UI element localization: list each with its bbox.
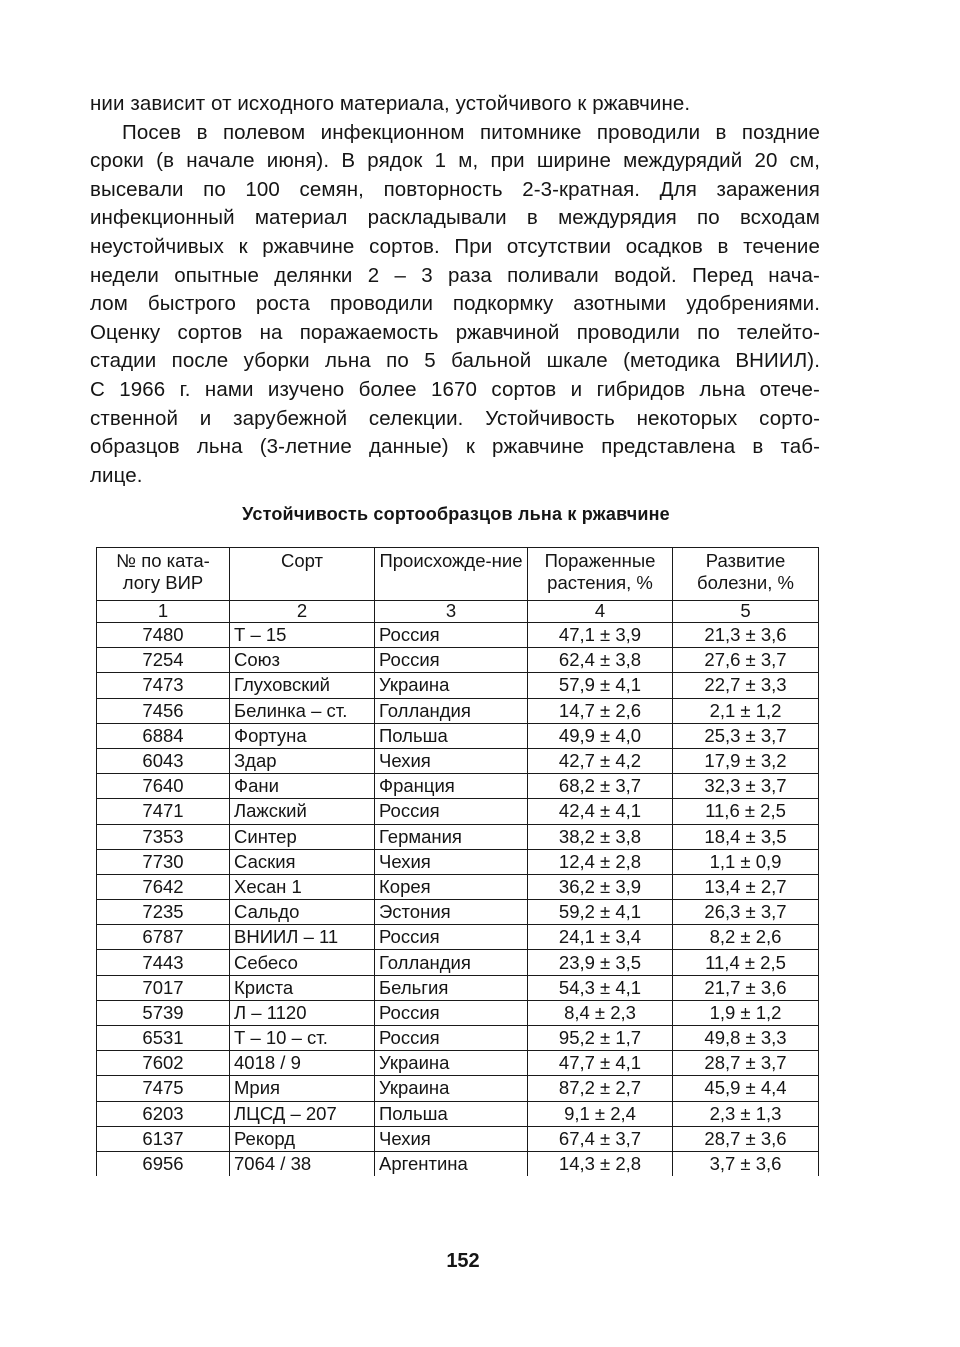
origin-cell: Польша: [375, 1101, 528, 1126]
origin-cell: Германия: [375, 824, 528, 849]
table-body: [97, 623, 819, 1177]
variety-cell: Л – 1120: [230, 1000, 375, 1025]
disease-development-cell: 28,7 ± 3,7: [673, 1051, 819, 1076]
body-paragraph: [90, 90, 820, 490]
table-row: [97, 623, 819, 648]
catalog-number-cell: 7456: [97, 698, 230, 723]
disease-development-cell: 8,2 ± 2,6: [673, 925, 819, 950]
origin-cell: Бельгия: [375, 975, 528, 1000]
affected-plants-cell: 54,3 ± 4,1: [528, 975, 673, 1000]
catalog-number-cell: 6884: [97, 723, 230, 748]
affected-plants-cell: 95,2 ± 1,7: [528, 1026, 673, 1051]
origin-cell: Украина: [375, 673, 528, 698]
origin-cell: Россия: [375, 1000, 528, 1025]
paragraph-line: Оценку сортов на поражаемость ржавчиной проводили по телейто-: [90, 320, 820, 344]
table-row: [97, 824, 819, 849]
origin-cell: Голландия: [375, 950, 528, 975]
rust-resistance-table: [96, 547, 819, 1176]
disease-development-cell: 18,4 ± 3,5: [673, 824, 819, 849]
disease-development-cell: 26,3 ± 3,7: [673, 900, 819, 925]
affected-plants-cell: 49,9 ± 4,0: [528, 723, 673, 748]
origin-cell: Россия: [375, 799, 528, 824]
table-row: [97, 698, 819, 723]
column-number: 2: [230, 601, 375, 623]
catalog-number-cell: 7471: [97, 799, 230, 824]
affected-plants-cell: 62,4 ± 3,8: [528, 648, 673, 673]
disease-development-cell: 22,7 ± 3,3: [673, 673, 819, 698]
paragraph-line: лом быстрого роста проводили подкормку азотными удобрениями.: [90, 292, 820, 316]
disease-development-cell: 1,1 ± 0,9: [673, 849, 819, 874]
table-row: [97, 748, 819, 773]
affected-plants-cell: 42,4 ± 4,1: [528, 799, 673, 824]
variety-cell: Сальдо: [230, 900, 375, 925]
catalog-number-cell: 7254: [97, 648, 230, 673]
affected-plants-cell: 12,4 ± 2,8: [528, 849, 673, 874]
affected-plants-cell: 42,7 ± 4,2: [528, 748, 673, 773]
disease-development-cell: 2,3 ± 1,3: [673, 1101, 819, 1126]
column-number: 1: [97, 601, 230, 623]
table-row: [97, 1126, 819, 1151]
variety-cell: Фани: [230, 774, 375, 799]
variety-cell: Себесо: [230, 950, 375, 975]
table-row: [97, 900, 819, 925]
origin-cell: Польша: [375, 723, 528, 748]
variety-cell: Белинка – ст.: [230, 698, 375, 723]
table-row: [97, 774, 819, 799]
catalog-number-cell: 7443: [97, 950, 230, 975]
column-header: № по ката-логу ВИР: [97, 548, 230, 601]
origin-cell: Аргентина: [375, 1151, 528, 1176]
table-row: [97, 799, 819, 824]
origin-cell: Франция: [375, 774, 528, 799]
column-number: 3: [375, 601, 528, 623]
paragraph-line: высевали по 100 семян, повторность 2-3-кратная. Для заражения: [90, 177, 820, 201]
disease-development-cell: 13,4 ± 2,7: [673, 874, 819, 899]
affected-plants-cell: 87,2 ± 2,7: [528, 1076, 673, 1101]
paragraph-line: Посев в полевом инфекционном питомнике проводили в поздние: [122, 120, 820, 144]
catalog-number-cell: 5739: [97, 1000, 230, 1025]
paragraph-line: сроки (в начале июня). В рядок 1 м, при ширине междурядий 20 см,: [90, 149, 820, 173]
affected-plants-cell: 36,2 ± 3,9: [528, 874, 673, 899]
paragraph-line: ственной и зарубежной селекции. Устойчивость некоторых сорто-: [90, 406, 820, 430]
table-header-row: [97, 548, 819, 601]
catalog-number-cell: 7017: [97, 975, 230, 1000]
variety-cell: Фортуна: [230, 723, 375, 748]
catalog-number-cell: 7235: [97, 900, 230, 925]
affected-plants-cell: 38,2 ± 3,8: [528, 824, 673, 849]
table-row: [97, 1076, 819, 1101]
origin-cell: Украина: [375, 1076, 528, 1101]
affected-plants-cell: 14,3 ± 2,8: [528, 1151, 673, 1176]
table-row: [97, 1101, 819, 1126]
catalog-number-cell: 7473: [97, 673, 230, 698]
table-row: [97, 648, 819, 673]
origin-cell: Корея: [375, 874, 528, 899]
column-header: Происхожде-ние: [375, 548, 528, 601]
table-title: Устойчивость сортообразцов льна к ржавчине: [242, 504, 670, 524]
variety-cell: Саския: [230, 849, 375, 874]
paragraph-line: неустойчивых к ржавчине сортов. При отсутствии осадков в течение: [90, 234, 820, 258]
disease-development-cell: 28,7 ± 3,6: [673, 1126, 819, 1151]
variety-cell: ВНИИЛ – 11: [230, 925, 375, 950]
table-row: [97, 1026, 819, 1051]
origin-cell: Чехия: [375, 1126, 528, 1151]
disease-development-cell: 2,1 ± 1,2: [673, 698, 819, 723]
catalog-number-cell: 6137: [97, 1126, 230, 1151]
disease-development-cell: 21,7 ± 3,6: [673, 975, 819, 1000]
origin-cell: Чехия: [375, 849, 528, 874]
table-row: [97, 849, 819, 874]
affected-plants-cell: 67,4 ± 3,7: [528, 1126, 673, 1151]
origin-cell: Россия: [375, 623, 528, 648]
catalog-number-cell: 7640: [97, 774, 230, 799]
affected-plants-cell: 9,1 ± 2,4: [528, 1101, 673, 1126]
catalog-number-cell: 7480: [97, 623, 230, 648]
table-row: [97, 925, 819, 950]
variety-cell: Т – 15: [230, 623, 375, 648]
table-row: [97, 673, 819, 698]
disease-development-cell: 21,3 ± 3,6: [673, 623, 819, 648]
disease-development-cell: 3,7 ± 3,6: [673, 1151, 819, 1176]
affected-plants-cell: 14,7 ± 2,6: [528, 698, 673, 723]
disease-development-cell: 11,6 ± 2,5: [673, 799, 819, 824]
affected-plants-cell: 57,9 ± 4,1: [528, 673, 673, 698]
column-number: 4: [528, 601, 673, 623]
variety-cell: Рекорд: [230, 1126, 375, 1151]
catalog-number-cell: 6956: [97, 1151, 230, 1176]
catalog-number-cell: 6787: [97, 925, 230, 950]
paragraph-line: инфекционный материал раскладывали в междурядия по всходам: [90, 206, 820, 230]
catalog-number-cell: 7730: [97, 849, 230, 874]
catalog-number-cell: 7642: [97, 874, 230, 899]
variety-cell: Криста: [230, 975, 375, 1000]
variety-cell: Лажский: [230, 799, 375, 824]
origin-cell: Голландия: [375, 698, 528, 723]
catalog-number-cell: 6531: [97, 1026, 230, 1051]
paragraph-line: С 1966 г. нами изучено более 1670 сортов и гибридов льна отече-: [90, 377, 820, 401]
variety-cell: Синтер: [230, 824, 375, 849]
disease-development-cell: 17,9 ± 3,2: [673, 748, 819, 773]
affected-plants-cell: 47,7 ± 4,1: [528, 1051, 673, 1076]
column-header: Сорт: [230, 548, 375, 601]
column-header: Пораженные растения, %: [528, 548, 673, 601]
paragraph-line: недели опытные делянки 2 – 3 раза поливали водой. Перед нача-: [90, 263, 820, 287]
paragraph-line: нии зависит от исходного материала, устойчивого к ржавчине.: [90, 92, 691, 115]
column-header: Развитие болезни, %: [673, 548, 819, 601]
variety-cell: Здар: [230, 748, 375, 773]
catalog-number-cell: 7353: [97, 824, 230, 849]
disease-development-cell: 32,3 ± 3,7: [673, 774, 819, 799]
origin-cell: Россия: [375, 925, 528, 950]
table-row: [97, 874, 819, 899]
variety-cell: Союз: [230, 648, 375, 673]
disease-development-cell: 45,9 ± 4,4: [673, 1076, 819, 1101]
page-number: 152: [446, 1250, 480, 1272]
affected-plants-cell: 68,2 ± 3,7: [528, 774, 673, 799]
affected-plants-cell: 24,1 ± 3,4: [528, 925, 673, 950]
disease-development-cell: 1,9 ± 1,2: [673, 1000, 819, 1025]
disease-development-cell: 49,8 ± 3,3: [673, 1026, 819, 1051]
paragraph-line: стадии после уборки льна по 5 бальной шкале (методика ВНИИЛ).: [90, 349, 820, 373]
paragraph-line: лице.: [90, 463, 143, 487]
variety-cell: Мрия: [230, 1076, 375, 1101]
table-row: [97, 975, 819, 1000]
table-row: [97, 1051, 819, 1076]
catalog-number-cell: 7475: [97, 1076, 230, 1101]
affected-plants-cell: 23,9 ± 3,5: [528, 950, 673, 975]
origin-cell: Россия: [375, 1026, 528, 1051]
affected-plants-cell: 8,4 ± 2,3: [528, 1000, 673, 1025]
disease-development-cell: 25,3 ± 3,7: [673, 723, 819, 748]
disease-development-cell: 11,4 ± 2,5: [673, 950, 819, 975]
origin-cell: Чехия: [375, 748, 528, 773]
catalog-number-cell: 6043: [97, 748, 230, 773]
column-number-row: [97, 601, 819, 623]
variety-cell: Глуховский: [230, 673, 375, 698]
variety-cell: 7064 / 38: [230, 1151, 375, 1176]
catalog-number-cell: 7602: [97, 1051, 230, 1076]
affected-plants-cell: 59,2 ± 4,1: [528, 900, 673, 925]
origin-cell: Украина: [375, 1051, 528, 1076]
origin-cell: Россия: [375, 648, 528, 673]
affected-plants-cell: 47,1 ± 3,9: [528, 623, 673, 648]
variety-cell: 4018 / 9: [230, 1051, 375, 1076]
origin-cell: Эстония: [375, 900, 528, 925]
variety-cell: Хесан 1: [230, 874, 375, 899]
table-row: [97, 723, 819, 748]
table-row: [97, 1000, 819, 1025]
catalog-number-cell: 6203: [97, 1101, 230, 1126]
paragraph-line: образцов льна (3-летние данные) к ржавчине представлена в таб-: [90, 435, 820, 459]
variety-cell: Т – 10 – ст.: [230, 1026, 375, 1051]
column-number: 5: [673, 601, 819, 623]
table-row: [97, 950, 819, 975]
table-row: [97, 1151, 819, 1176]
variety-cell: ЛЦСД – 207: [230, 1101, 375, 1126]
disease-development-cell: 27,6 ± 3,7: [673, 648, 819, 673]
